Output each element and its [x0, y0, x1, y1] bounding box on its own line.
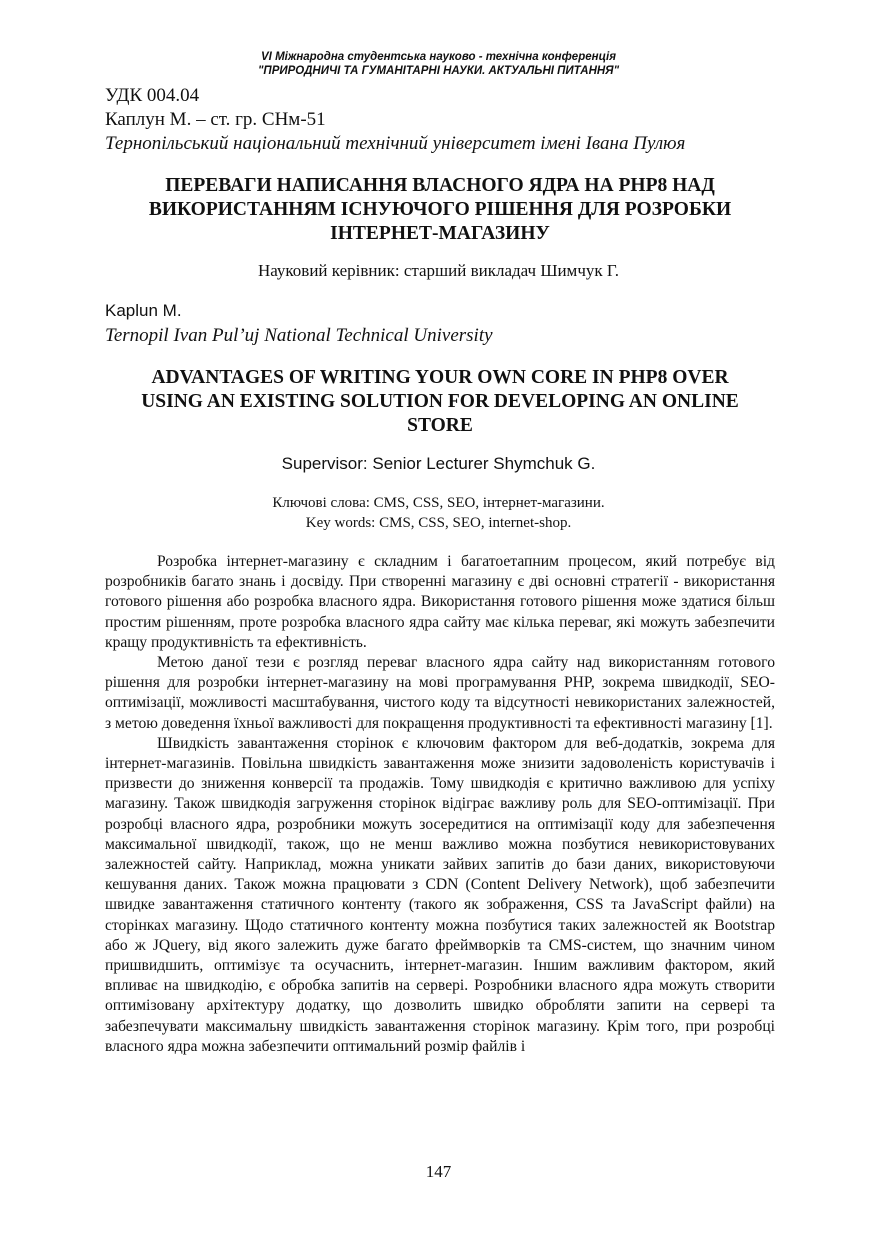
ua-university: Тернопільський національний технічний університет імені Івана Пулюя [105, 133, 686, 154]
en-title-line: ADVANTAGES OF WRITING YOUR OWN CORE IN PHP8 OVER [151, 367, 729, 388]
ua-title-line: ПЕРЕВАГИ НАПИСАННЯ ВЛАСНОГО ЯДРА НА PHP8 НАД [165, 175, 715, 196]
en-title-line: USING AN EXISTING SOLUTION FOR DEVELOPING AN ONLINE [141, 391, 739, 412]
en-supervisor: Supervisor: Senior Lecturer Shymchuk G. [281, 454, 596, 473]
body-paragraph: Розробка інтернет-магазину є складним і багатоетапним процесом, який потребує від розробників багато знань і досвіду. При створенні магазину є дві основні стратегії - використання готового рішення або розробка власного ядра. Використання готового рішення може здатися більш простим рішенням, проте розробка власного ядра сайту має кілька переваг, які можуть забезпечити кращу продуктивність та ефективність. [105, 553, 775, 651]
en-title-line: STORE [407, 415, 473, 436]
keywords-block [0, 493, 877, 533]
ua-title-line: ІНТЕРНЕТ-МАГАЗИНУ [330, 223, 550, 244]
en-author: Kaplun M. [105, 301, 182, 320]
body-paragraph: Швидкість завантаження сторінок є ключовим фактором для веб-додатків, зокрема для інтернет-магазинів. Повільна швидкість завантаження може знизити задоволеність користувачів і призвести до зниження конверсії та продажів. Тому швидкодія є критично важливою для успіху магазину. Також швидкодія загруження сторінок відіграє важливу роль для SEO-оптимізації. При розробці власного ядра, розробники можуть зосередитися на оптимізації коду для забезпечення максимальної швидкодії, також, що не менш важливо можна позбутися невикористовуваних залежностей сайту. Наприклад, можна уникати зайвих запитів до бази даних, використовуючи кешування даних. Також можна працювати з CDN (Content Delivery Network), щоб забезпечити швидке завантаження статичного контенту (такого як зображення, CSS та JavaScript файли) на сторінках магазину. Щодо статичного контенту можна позбутися таких залежностей як Bootstrap або ж JQuery, від якого залежить дуже багато фреймворків та CMS-систем, що значним чином пришвидшить, оптимізує та осучаснить, інтернет-магазин. Іншим важливим фактором, який впливає на швидкодію, є обробка запитів на сервері. Розробники власного ядра можуть створити оптимізовану архітектуру додатку, що дозволить швидко обробляти запити на сервері та забезпечувати максимальну швидкість завантаження сторінок магазину. Крім того, при розробці власного ядра можна забезпечити оптимальний розмір файлів і [105, 734, 775, 1055]
en-university: Ternopil Ivan Pul’uj National Technical University [105, 325, 493, 346]
body-paragraph: Метою даної тези є розгляд переваг власного ядра сайту над використанням готового рішення для розробки інтернет-магазину на мові програмування PHP, зокрема швидкодії, SEO-оптимізації, можливості масштабування, чистого коду та відсутності невикористаних залежностей, з метою доведення їхньої важливості для покращення продуктивності та ефективності магазину [1]. [105, 654, 775, 732]
en-title [105, 366, 775, 438]
udc-code: УДК 004.04 [105, 85, 200, 106]
keywords-ua: Ключові слова: CMS, CSS, SEO, інтернет-магазини. [272, 495, 605, 511]
body-text [105, 552, 775, 1057]
ua-title-line: ВИКОРИСТАННЯМ ІСНУЮЧОГО РІШЕННЯ ДЛЯ РОЗРОБКИ [148, 199, 732, 220]
conference-name: VI Міжнародна студентська науково - технічна конференція [261, 51, 616, 63]
ua-metadata [105, 84, 785, 156]
conference-theme: "ПРИРОДНИЧІ ТА ГУМАНІТАРНІ НАУКИ. АКТУАЛЬНІ ПИТАННЯ" [257, 65, 620, 77]
keywords-en: Key words: CMS, CSS, SEO, internet-shop. [305, 515, 572, 531]
conference-header [0, 50, 877, 78]
ua-supervisor: Науковий керівник: старший викладач Шимчук Г. [257, 261, 620, 280]
page-number: 147 [425, 1162, 452, 1181]
ua-title [105, 174, 775, 246]
ua-author: Каплун М. – ст. гр. СНм-51 [105, 109, 326, 130]
